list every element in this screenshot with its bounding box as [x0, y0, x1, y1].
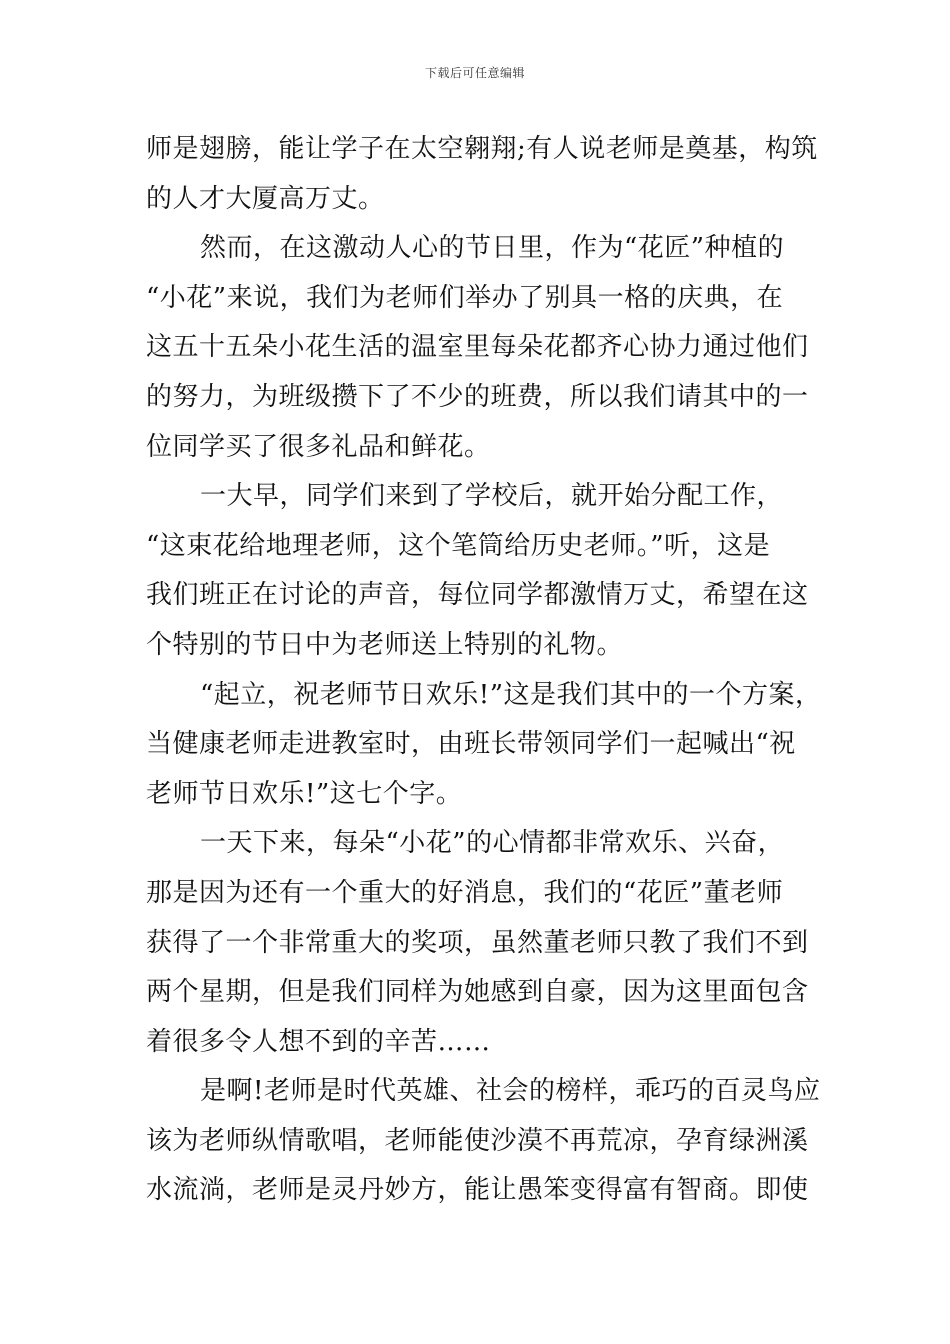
text-line: 着很多令人想不到的辛苦……	[146, 1026, 491, 1057]
page-header: 下载后可任意编辑	[424, 66, 525, 80]
text-line: 老师节日欢乐!”这七个字。	[146, 778, 463, 809]
text-line: 然而，在这激动人心的节日里，作为“花匠”种植的	[200, 233, 785, 264]
text-line: 个特别的节日中为老师送上特别的礼物。	[146, 629, 624, 660]
text-line: 这五十五朵小花生活的温室里每朵花都齐心协力通过他们	[146, 332, 809, 363]
document-body	[146, 125, 826, 1216]
text-line: 当健康老师走进教室时，由班长带领同学们一起喊出“祝	[146, 729, 796, 760]
text-line: 的人才大厦高万丈。	[146, 183, 385, 214]
text-line: 我们班正在讨论的声音，每位同学都激情万丈，希望在这	[146, 580, 809, 611]
text-line: 师是翅膀，能让学子在太空翱翔;有人说老师是奠基，构筑	[146, 134, 818, 164]
text-line: “小花”来说，我们为老师们举办了别具一格的庆典，在	[146, 282, 784, 313]
text-line: 那是因为还有一个重大的好消息，我们的“花匠”董老师	[146, 877, 784, 908]
text-line: 获得了一个非常重大的奖项，虽然董老师只教了我们不到	[146, 927, 809, 958]
text-line: 是啊!老师是时代英雄、社会的榜样，乖巧的百灵鸟应	[200, 1076, 821, 1107]
text-line: 一大早，同学们来到了学校后，就开始分配工作，	[200, 481, 784, 512]
text-line: 的努力，为班级攒下了不少的班费，所以我们请其中的一	[146, 381, 809, 412]
text-line: 该为老师纵情歌唱，老师能使沙漠不再荒凉，孕育绿洲溪	[146, 1125, 809, 1156]
text-line: 位同学买了很多礼品和鲜花。	[146, 431, 491, 462]
text-line: 两个星期，但是我们同样为她感到自豪，因为这里面包含	[146, 977, 809, 1008]
text-line: 水流淌，老师是灵丹妙方，能让愚笨变得富有智商。即使	[146, 1175, 809, 1206]
text-line: “起立，祝老师节日欢乐!”这是我们其中的一个方案，	[200, 679, 822, 710]
text-line: “这束花给地理老师，这个笔筒给历史老师。”听，这是	[146, 530, 771, 561]
text-line: 一天下来，每朵“小花”的心情都非常欢乐、兴奋，	[200, 828, 785, 859]
